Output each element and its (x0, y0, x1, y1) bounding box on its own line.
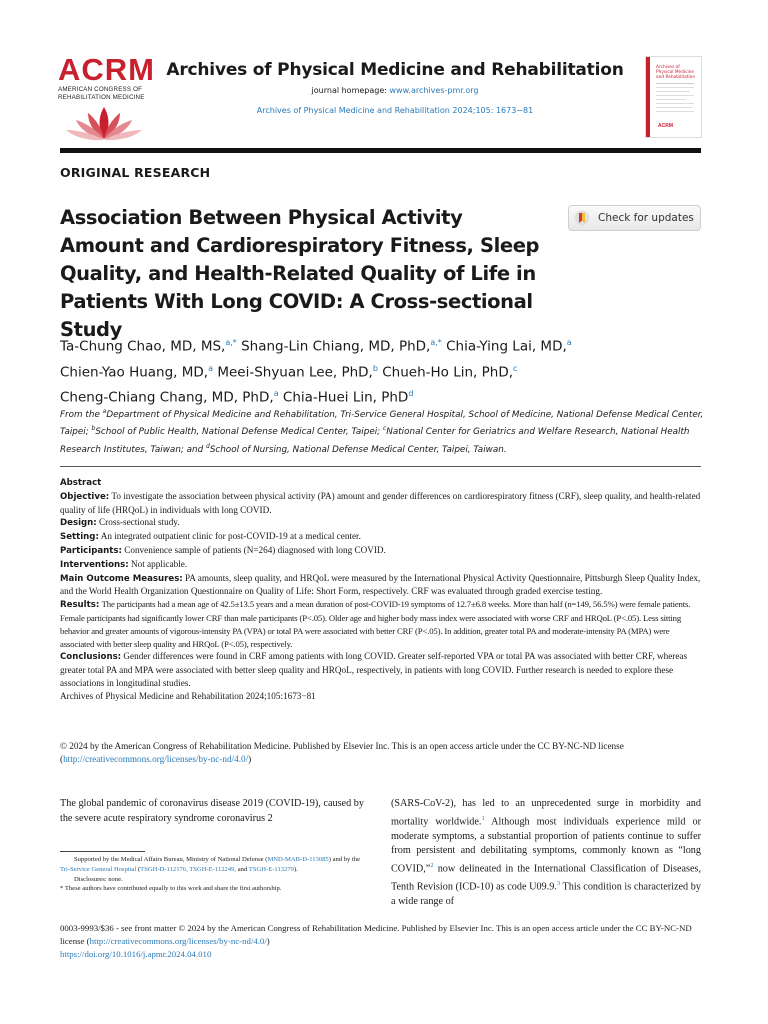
footnotes: Supported by the Medical Affairs Bureau, Ministry of National Defense (MND-MAB-D-113085) and by the Tri-Service General Hospital (TSGH-D-112176, TSGH-E-112249, and TSGH-E-113279). Disclosures: none. * These authors have contributed equally to this work and share the first authorship. (60, 855, 364, 894)
abstract-participants: Convenience sample of patients (N=264) diagnosed with long COVID. (124, 544, 386, 555)
abstract-design: Cross-sectional study. (99, 517, 180, 528)
abstract-interventions: Not applicable. (130, 558, 188, 569)
license-link[interactable]: http://creativecommons.org/licenses/by-nc-nd/4.0/ (89, 936, 267, 946)
journal-title: Archives of Physical Medicine and Rehabilitation (166, 60, 624, 80)
homepage-link[interactable]: www.archives-pmr.org (389, 86, 479, 95)
author-affiliation-mark[interactable]: a (566, 338, 572, 347)
author-name: Shang-Lin Chiang, MD, PhD, (241, 338, 431, 355)
author-affiliation-mark[interactable]: c (513, 363, 518, 373)
author-affiliation-mark[interactable]: a (273, 389, 279, 398)
body-right-column: (SARS-CoV-2), has led to an unprecedented surge in morbidity and mortality worldwide.$^1$ Although most individuals experience mild or moderate symptoms, a substantial proportion of patients continue to suffer from persistent and debilitating symptoms, commonly known as “long COVID,”$^2$ now delineated in the International Classification of Diseases, Tenth Revision (ICD-10) as code U09.9.$^3$ This condition is characterized by a wide range of (391, 798, 701, 907)
author-affiliation-mark[interactable]: d (408, 389, 414, 398)
disclosures: Disclosures: none. (74, 875, 123, 883)
abstract-conclusions: Gender differences were found in CRF among patients with long COVID. Greater self-reported VPA or total PA was associated with better CRF, whereas greater total PA and MPA were associated with better sleep quality and HRQoL, respectively, in patients with long COVID. Further research is needed to explore these associations in longitudinal studies. (60, 651, 688, 688)
author-name: Meei-Shyuan Lee, PhD, (217, 364, 373, 380)
equal-contribution-note: * These authors have contributed equally to this work and share the first authorship. (60, 885, 282, 893)
author-name: Chia-Ying Lai, MD, (446, 338, 567, 355)
body-paragraph: The global pandemic of coronavirus disease 2019 (COVID-19), caused by the severe acute respiratory syndrome coronavirus 2 (60, 798, 364, 824)
abstract-outcomes: PA amounts, sleep quality, and HRQoL were measured by the International Physical Activity Questionnaire, Pittsburgh Sleep Quality Index, and the World Health Organization Questionnaire on Quality of Life: Short Form, respectively. CRF was evaluated through graded exercise testing. (60, 572, 701, 597)
check-for-updates-label: Check for updates (598, 212, 694, 224)
bottom-info: 0003-9993/$36 - see front matter © 2024 by the American Congress of Rehabilitation Medicine. Published by Elsevier Inc. This is an open access article under the CC BY-NC-ND license (http://creativecommons.org/licenses/by-nc-nd/4.0/) https://doi.org/10.1016/j.apmr.2024.04.010 (60, 922, 703, 961)
funder-link[interactable]: Tri-Service General Hospital (60, 865, 137, 873)
logo-wordmark: ACRM (58, 52, 155, 87)
abstract-results: The participants had a mean age of 42.5±13.5 years and a mean duration of post-COVID-19 symptoms of 12.7±6.8 weeks. More than half (n=149, 56.5%) were female patients. Female participants had significantly lower CRF than male participants (P<.05). Older age and higher body mass index were associated with worse CRF and HRQoL (P<.05). Less sitting behavior and greater amounts of vigorous-intensity PA (VPA) or total PA were associated with better CRF (P<.05). In addition, greater total PA and moderate-intensity PA (MPA) were associated with better sleep quality and HRQoL (P<.05), respectively. (60, 599, 691, 649)
abstract: Abstract Objective: To investigate the association between physical activity (PA) amount and gender differences on cardiorespiratory fitness (CRF), sleep quality, and health-related quality of life (HRQoL) in individuals with long COVID. Design: Cross-sectional study. Setting: An integrated outpatient clinic for post-COVID-19 at a medical center. Participants: Convenience sample of patients (N=264) diagnosed with long COVID. Interventions: Not applicable. Main Outcome Measures: PA amounts, sleep quality, and HRQoL were measured by the International Physical Activity Questionnaire, Pittsburgh Sleep Quality Index, and the World Health Organization Questionnaire on Quality of Life: Short Form, respectively. CRF was evaluated through graded exercise testing. Results: The participants had a mean age of 42.5±13.5 years and a mean duration of post-COVID-19 symptoms of 12.7±6.8 weeks. More than half (n=149, 56.5%) were female patients. Female participants had significantly lower CRF than male participants (P<.05). Older age and higher body mass index were associated with worse CRF and HRQoL (P<.05). Less sitting behavior and greater amounts of vigorous-intensity PA (VPA) or total PA were associated with better CRF (P<.05). In addition, greater total PA and moderate-intensity PA (MPA) were associated with better sleep quality and HRQoL (P<.05), respectively. Conclusions: Gender differences were found in CRF among patients with long COVID. Greater self-reported VPA or total PA was associated with better CRF, whereas greater total PA and MPA were associated with better sleep quality and HRQoL, respectively, in patients with long COVID. Further research is needed to explore these associations in longitudinal studies. Archives of Physical Medicine and Rehabilitation 2024;105:1673−81 (60, 476, 703, 703)
affiliations: From the $^a$Department of Physical Medicine and Rehabilitation, Tri-Service General Hospital, School of Medicine, National Defense Medical Center, Taipei; $^b$School of Public Health, National Defense Medical Center, Taipei; $^c$National Center for Geriatrics and Welfare Research, National Health Research Institutes, Taiwan; and $^d$School of Nursing, National Defense Medical Center, Taipei, Taiwan. (60, 408, 704, 455)
license-note: © 2024 by the American Congress of Rehabilitation Medicine. Published by Elsevier Inc. This is an open access article under the CC BY-NC-ND license (http://creativecommons.org/licenses/by-nc-nd/4.0/) (60, 741, 624, 764)
abstract-setting: An integrated outpatient clinic for post-COVID-19 at a medical center. (100, 531, 361, 542)
grant-link[interactable]: MND-MAB-D-113085 (267, 856, 329, 863)
reference-link[interactable]: 3 (556, 879, 561, 887)
section-label: ORIGINAL RESEARCH (60, 165, 211, 180)
lotus-icon (58, 103, 150, 143)
grant-link[interactable]: TSGH-E-113279 (248, 865, 294, 873)
author-name: Chia-Huei Lin, PhD (282, 389, 409, 406)
footnote-rule (60, 851, 145, 852)
author-affiliation-mark[interactable]: a (208, 363, 214, 373)
author-name: Cheng-Chiang Chang, MD, PhD, (60, 389, 274, 406)
journal-homepage: journal homepage: www.archives-pmr.org (311, 86, 479, 95)
journal-cover-thumbnail[interactable]: Archives of Physical Medicine and Rehabilitation ACRM (645, 56, 702, 138)
body-left-column (60, 797, 364, 826)
author-affiliation-mark[interactable]: b (372, 363, 378, 373)
author-affiliation-mark[interactable]: a,* (430, 338, 442, 347)
bookmark-ribbon-icon (574, 210, 590, 226)
check-for-updates-button[interactable] (568, 205, 701, 231)
author-affiliation-mark[interactable]: a,* (225, 338, 237, 347)
reference-link[interactable]: 2 (430, 861, 434, 869)
reference-link[interactable]: 1 (481, 814, 485, 822)
doi-link[interactable]: https://doi.org/10.1016/j.apmr.2024.04.010 (60, 949, 212, 959)
author-name: Chien-Yao Huang, MD, (60, 364, 209, 380)
license-link[interactable]: http://creativecommons.org/licenses/by-nc-nd/4.0/ (63, 753, 249, 764)
author-name: Ta-Chung Chao, MD, MS, (60, 338, 226, 355)
logo-subtitle: AMERICAN CONGRESS OF REHABILITATION MEDICINE (58, 86, 145, 101)
abstract-heading: Abstract (60, 478, 102, 488)
author-list (60, 332, 710, 409)
acrm-logo (58, 52, 155, 143)
grant-link[interactable]: TSGH-D-112176, TSGH-E-112249, (140, 865, 237, 873)
abstract-objective: To investigate the association between physical activity (PA) amount and gender differences on cardiorespiratory fitness (CRF), sleep quality, and health-related quality of life (HRQoL) in individuals with long COVID. (60, 490, 701, 515)
abstract-citation: Archives of Physical Medicine and Rehabilitation 2024;105:1673−81 (60, 690, 316, 701)
author-name: Chueh-Ho Lin, PhD, (382, 364, 514, 380)
journal-citation[interactable]: Archives of Physical Medicine and Rehabilitation 2024;105: 1673−81 (256, 106, 534, 115)
header-rule (60, 148, 701, 153)
abstract-rule (60, 466, 701, 467)
article-title: Association Between Physical Activity Amount and Cardiorespiratory Fitness, Sleep Quality, and Health-Related Quality of Life in Patients With Long COVID: A Cross-sectional Study (60, 206, 540, 341)
